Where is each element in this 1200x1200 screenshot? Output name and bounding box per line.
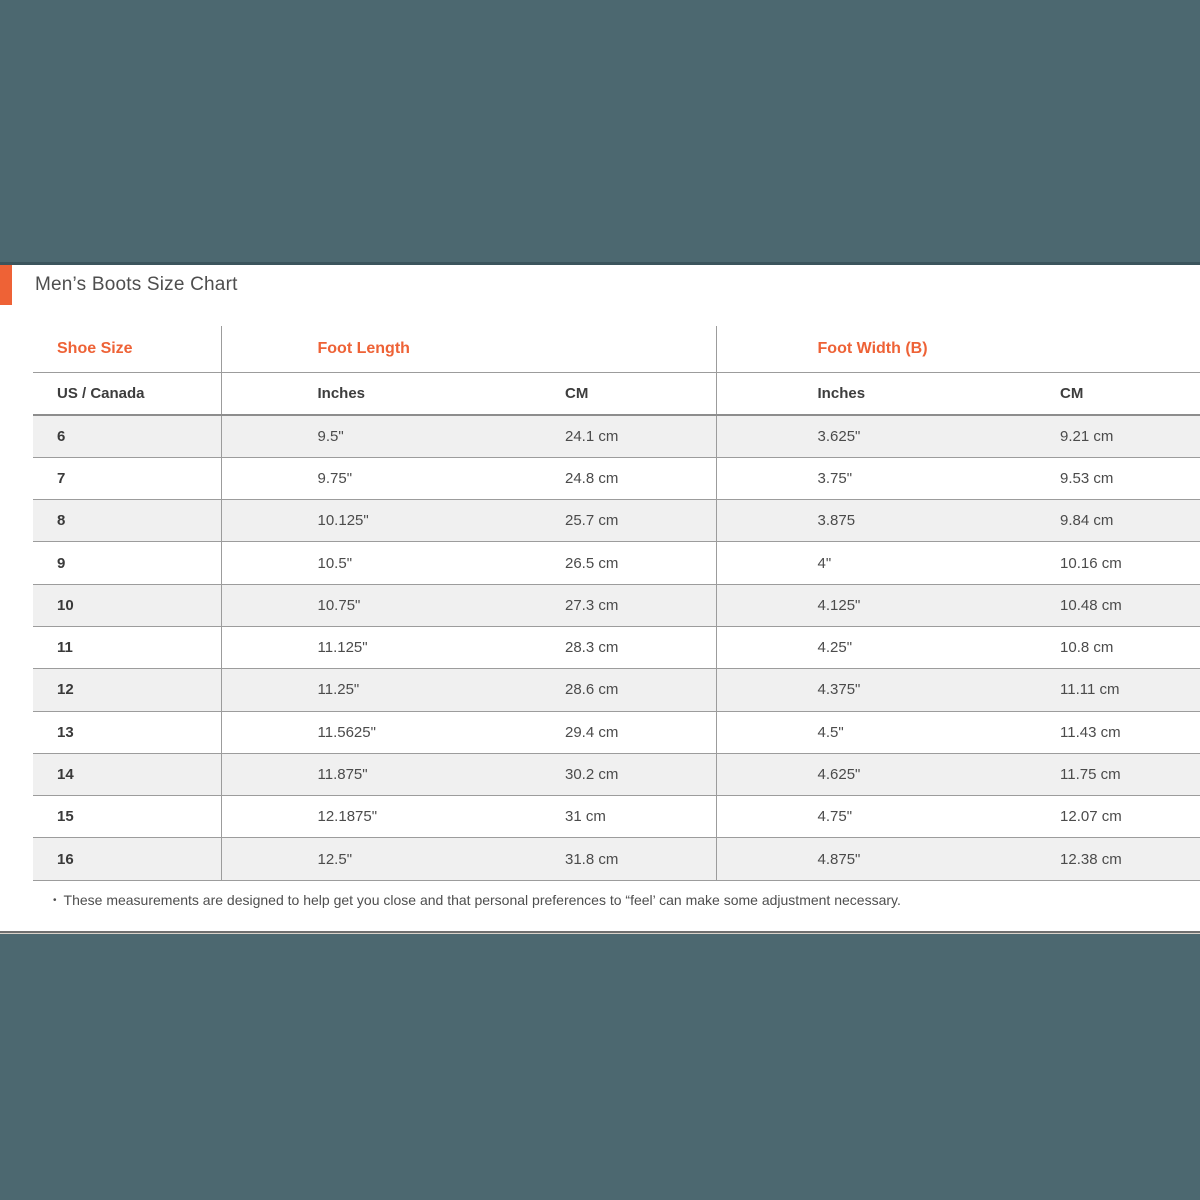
table-group-header-row (33, 326, 1200, 372)
cell-width-inches: 4.375" (716, 669, 958, 711)
size-chart-section (0, 265, 1200, 931)
cell-length-cm: 24.8 cm (469, 457, 716, 499)
cell-width-inches: 3.875 (716, 500, 958, 542)
cell-length-cm: 25.7 cm (469, 500, 716, 542)
cell-size: 13 (33, 711, 221, 753)
cell-width-inches: 3.75" (716, 457, 958, 499)
cell-length-inches: 12.5" (221, 838, 469, 880)
table-row (33, 584, 1200, 626)
cell-size: 6 (33, 415, 221, 457)
cell-length-cm: 29.4 cm (469, 711, 716, 753)
cell-width-inches: 4.625" (716, 753, 958, 795)
cell-size: 8 (33, 500, 221, 542)
cell-size: 16 (33, 838, 221, 880)
table-row (33, 796, 1200, 838)
cell-width-inches: 4.25" (716, 626, 958, 668)
cell-length-inches: 11.875" (221, 753, 469, 795)
cell-width-cm: 9.84 cm (958, 500, 1200, 542)
cell-width-inches: 4.75" (716, 796, 958, 838)
footnote-text: These measurements are designed to help get you close and that personal preferences to “feel’ can make some adjustment necessary. (63, 892, 901, 908)
cell-width-inches: 4.5" (716, 711, 958, 753)
cell-size: 12 (33, 669, 221, 711)
cell-width-inches: 4" (716, 542, 958, 584)
cell-width-cm: 10.8 cm (958, 626, 1200, 668)
cell-width-cm: 9.53 cm (958, 457, 1200, 499)
cell-length-cm: 24.1 cm (469, 415, 716, 457)
page-title: Men’s Boots Size Chart (35, 274, 238, 295)
cell-width-cm: 10.16 cm (958, 542, 1200, 584)
footnote (53, 892, 901, 908)
subheader-length-inches: Inches (221, 372, 469, 415)
table-row (33, 457, 1200, 499)
cell-length-cm: 30.2 cm (469, 753, 716, 795)
table-row (33, 415, 1200, 457)
cell-size: 11 (33, 626, 221, 668)
cell-length-cm: 28.3 cm (469, 626, 716, 668)
cell-length-inches: 11.25" (221, 669, 469, 711)
cell-length-cm: 28.6 cm (469, 669, 716, 711)
cell-length-inches: 11.5625" (221, 711, 469, 753)
table-subheader-row (33, 372, 1200, 415)
cell-length-cm: 26.5 cm (469, 542, 716, 584)
cell-length-inches: 12.1875" (221, 796, 469, 838)
cell-length-inches: 10.75" (221, 584, 469, 626)
subheader-width-cm: CM (958, 372, 1200, 415)
cell-width-inches: 3.625" (716, 415, 958, 457)
cell-length-inches: 10.5" (221, 542, 469, 584)
cell-size: 14 (33, 753, 221, 795)
cell-length-cm: 31 cm (469, 796, 716, 838)
cell-width-cm: 12.38 cm (958, 838, 1200, 880)
table-row (33, 753, 1200, 795)
table-row (33, 838, 1200, 880)
accent-bar (0, 265, 12, 305)
cell-width-cm: 9.21 cm (958, 415, 1200, 457)
cell-length-inches: 10.125" (221, 500, 469, 542)
subheader-us-canada: US / Canada (33, 372, 221, 415)
subheader-length-cm: CM (469, 372, 716, 415)
column-group-foot-width: Foot Width (B) (716, 326, 1200, 372)
cell-width-cm: 11.75 cm (958, 753, 1200, 795)
cell-width-cm: 10.48 cm (958, 584, 1200, 626)
cell-length-cm: 27.3 cm (469, 584, 716, 626)
cell-size: 15 (33, 796, 221, 838)
cell-length-inches: 11.125" (221, 626, 469, 668)
column-group-foot-length: Foot Length (221, 326, 716, 372)
cell-width-inches: 4.875" (716, 838, 958, 880)
cell-size: 10 (33, 584, 221, 626)
cell-width-cm: 12.07 cm (958, 796, 1200, 838)
cell-width-cm: 11.11 cm (958, 669, 1200, 711)
column-group-shoe-size: Shoe Size (33, 326, 221, 372)
size-chart-table (33, 326, 1200, 881)
table-row (33, 669, 1200, 711)
table-row (33, 626, 1200, 668)
cell-size: 9 (33, 542, 221, 584)
cell-length-inches: 9.5" (221, 415, 469, 457)
subheader-width-inches: Inches (716, 372, 958, 415)
cell-width-inches: 4.125" (716, 584, 958, 626)
cell-length-cm: 31.8 cm (469, 838, 716, 880)
cell-length-inches: 9.75" (221, 457, 469, 499)
table-row (33, 500, 1200, 542)
cell-width-cm: 11.43 cm (958, 711, 1200, 753)
footnote-bullet: • (53, 895, 57, 906)
table-row (33, 542, 1200, 584)
cell-size: 7 (33, 457, 221, 499)
table-row (33, 711, 1200, 753)
